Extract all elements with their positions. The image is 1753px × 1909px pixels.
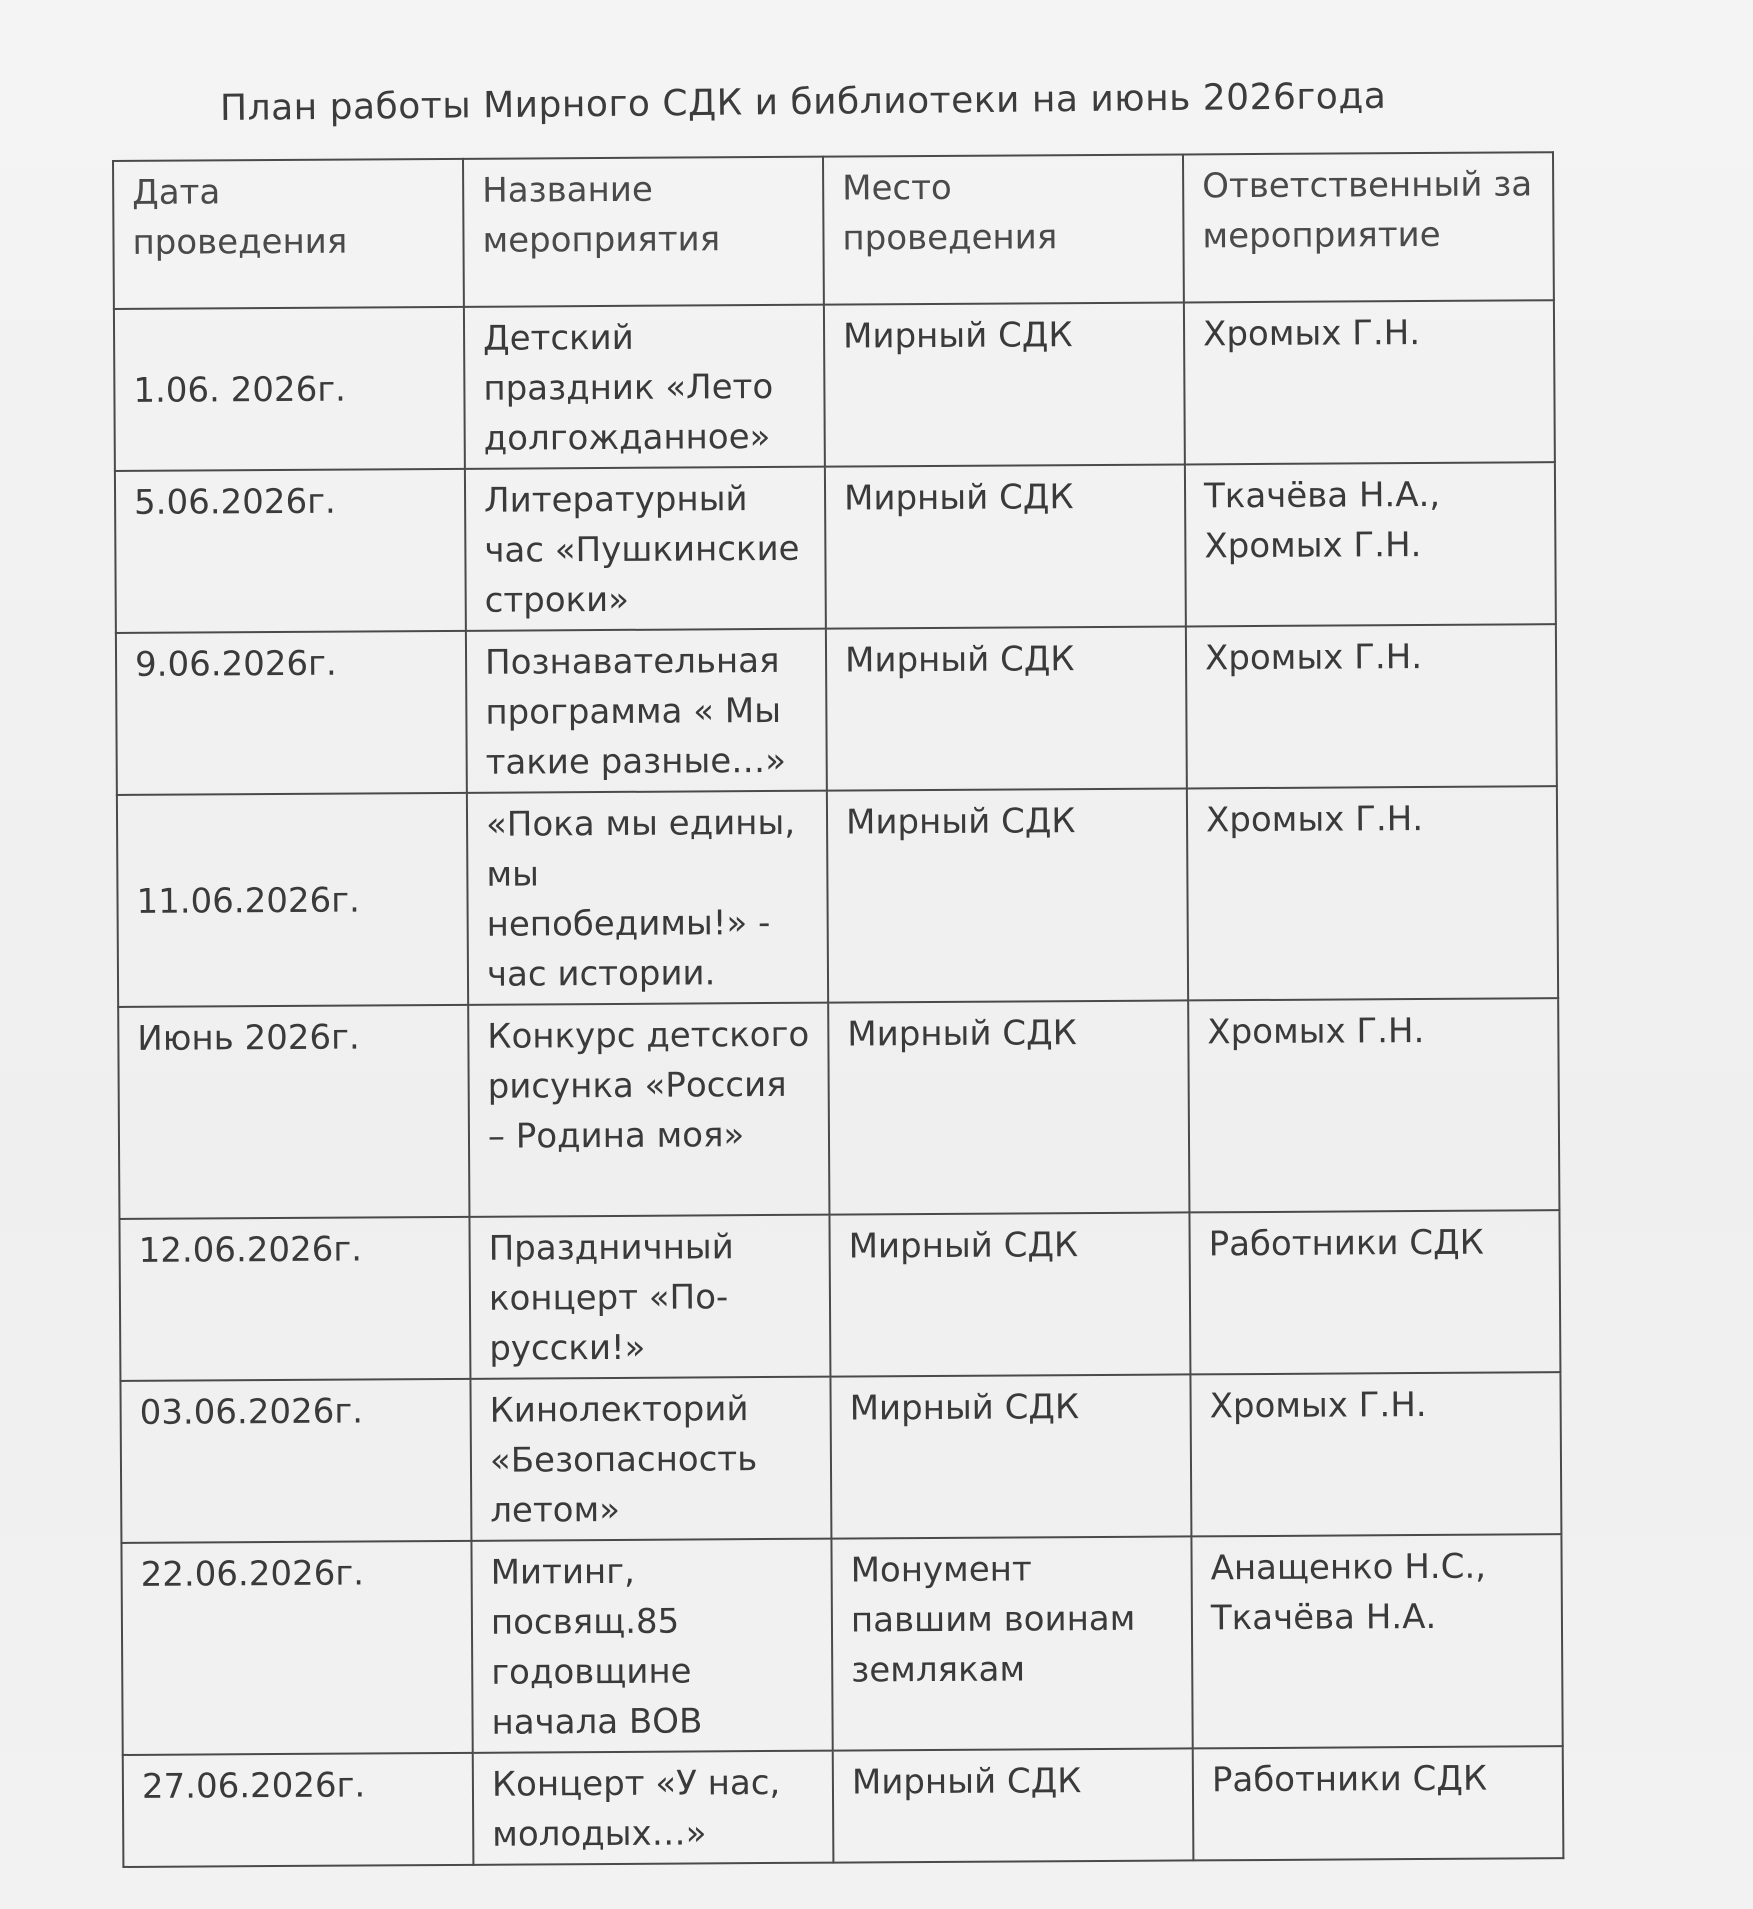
row-date: 03.06.2026г.	[120, 1379, 471, 1543]
row-responsible: Хромых Г.Н.	[1187, 786, 1558, 1000]
header-name: Название мероприятия	[463, 157, 824, 307]
table-row	[119, 1210, 1560, 1381]
header-responsible: Ответственный за мероприятие	[1183, 152, 1554, 302]
plan-table	[112, 151, 1564, 1868]
row-event-name: Литературный час «Пушкинские строки»	[465, 467, 826, 631]
row-responsible: Хромых Г.Н.	[1190, 1372, 1561, 1536]
row-date: Июнь 2026г.	[118, 1005, 469, 1219]
row-event-name: Кинолекторий «Безопасность летом»	[470, 1377, 831, 1541]
row-place: Монумент павшим воинам землякам	[831, 1536, 1192, 1750]
row-date: 5.06.2026г.	[115, 469, 466, 633]
table-row	[115, 462, 1556, 633]
table-row	[121, 1534, 1562, 1755]
row-place: Мирный СДК	[828, 1000, 1189, 1214]
table-row	[114, 300, 1555, 471]
table-row	[116, 624, 1557, 795]
row-responsible: Хромых Г.Н.	[1186, 624, 1557, 788]
row-date: 9.06.2026г.	[116, 631, 467, 795]
row-place: Мирный СДК	[833, 1748, 1194, 1862]
row-date: 1.06. 2026г.	[114, 307, 465, 471]
table-header-row	[113, 152, 1554, 309]
row-place: Мирный СДК	[827, 788, 1188, 1002]
row-event-name: Познавательная программа « Мы такие разные…»	[466, 629, 827, 793]
row-place: Мирный СДК	[824, 302, 1185, 466]
row-event-name: «Пока мы едины, мы непобедимы!» - час истории.	[467, 791, 828, 1005]
row-responsible: Работники СДК	[1193, 1746, 1564, 1860]
row-event-name: Концерт «У нас, молодых…»	[473, 1751, 834, 1865]
row-responsible: Анащенко Н.С., Ткачёва Н.А.	[1191, 1534, 1562, 1748]
table-row	[123, 1746, 1564, 1867]
row-responsible: Ткачёва Н.А., Хромых Г.Н.	[1185, 462, 1556, 626]
table-row	[120, 1372, 1561, 1543]
row-place: Мирный СДК	[826, 626, 1187, 790]
row-date: 11.06.2026г.	[117, 793, 468, 1007]
table-row	[118, 998, 1559, 1219]
row-event-name: Праздничный концерт «По-русски!»	[469, 1215, 830, 1379]
header-date: Дата проведения	[113, 159, 464, 309]
row-date: 12.06.2026г.	[119, 1217, 470, 1381]
row-responsible: Хромых Г.Н.	[1184, 300, 1555, 464]
header-place: Место проведения	[823, 154, 1184, 304]
row-date: 22.06.2026г.	[121, 1541, 472, 1755]
row-place: Мирный СДК	[825, 464, 1186, 628]
table-row	[117, 786, 1558, 1007]
row-date: 27.06.2026г.	[123, 1753, 474, 1867]
document-title: План работы Мирного СДК и библиотеки на июнь 2026года	[219, 75, 1387, 129]
row-event-name: Митинг, посвящ.85 годовщине начала ВОВ	[471, 1539, 832, 1753]
row-event-name: Детский праздник «Лето долгожданное»	[464, 305, 825, 469]
row-responsible: Работники СДК	[1189, 1210, 1560, 1374]
row-responsible: Хромых Г.Н.	[1188, 998, 1559, 1212]
row-place: Мирный СДК	[829, 1212, 1190, 1376]
row-place: Мирный СДК	[830, 1374, 1191, 1538]
row-event-name: Конкурс детского рисунка «Россия – Родина моя»	[468, 1003, 829, 1217]
plan-table-wrapper	[112, 151, 1562, 1868]
